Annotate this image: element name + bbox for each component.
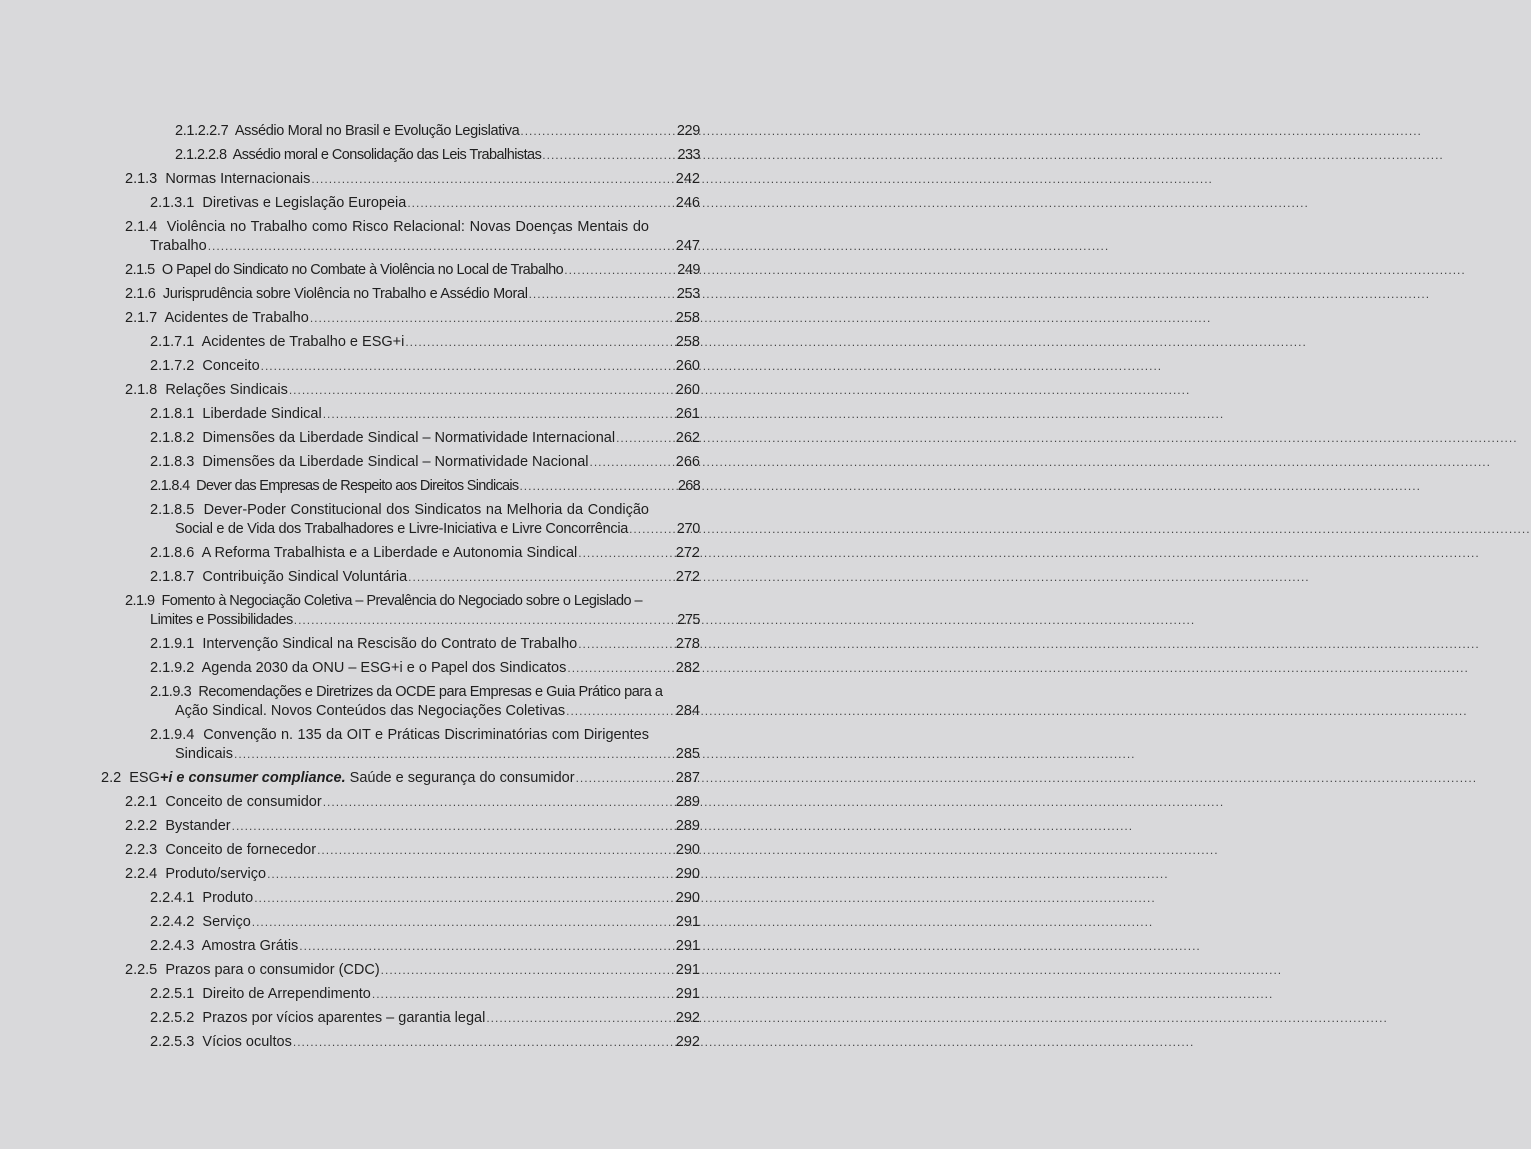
entry-title-cont: Social e de Vida dos Trabalhadores e Livre-Iniciativa e Livre Concorrência (175, 521, 629, 537)
entry-page: 258 (675, 334, 700, 350)
entry-page: 287 (675, 770, 700, 786)
toc-entry[interactable] (150, 912, 700, 932)
entry-title: Jurisprudência sobre Violência no Trabalho e Assédio Moral (162, 286, 528, 302)
entry-page: 272 (675, 569, 700, 585)
entry-page: 285 (675, 746, 700, 762)
dot-leader (289, 380, 646, 400)
entry-number: 2.2.5.2 (150, 1010, 195, 1026)
toc-entry[interactable] (175, 519, 700, 539)
entry-number: 2.1.2.2.7 (175, 123, 229, 139)
entry-title-rest: Saúde e segurança do consumidor (345, 770, 575, 786)
entry-title: Dever-Poder Constitucional dos Sindicatos na Melhoria da Condição (203, 502, 649, 518)
entry-page: 253 (676, 286, 700, 302)
entry-title: Prazos para o consumidor (CDC) (165, 962, 380, 978)
entry-title-emphasis: +i e consumer compliance. (159, 770, 346, 786)
entry-number: 2.2.2 (125, 818, 158, 834)
entry-page: 266 (675, 454, 700, 470)
toc-entry[interactable] (150, 1008, 700, 1028)
entry-title: Produto (202, 890, 254, 906)
entry-title: Liberdade Sindical (202, 406, 322, 422)
entry-number: 2.2.4 (125, 866, 158, 882)
entry-number: 2.1.5 (125, 262, 155, 278)
entry-page: 272 (675, 545, 700, 561)
toc-entry[interactable] (150, 658, 700, 678)
toc-entry[interactable] (175, 701, 700, 721)
entry-number: 2.1.3.1 (150, 195, 195, 211)
entry-page: 289 (675, 794, 700, 810)
entry-title: Convenção n. 135 da OIT e Práticas Discriminatórias com Dirigentes (203, 727, 649, 743)
dot-leader (542, 145, 646, 165)
entry-page: 242 (675, 171, 700, 187)
toc-entry[interactable] (125, 960, 700, 980)
toc-entry[interactable] (125, 284, 700, 304)
dot-leader (317, 840, 646, 860)
entry-page: 261 (675, 406, 700, 422)
toc-entry[interactable] (125, 169, 700, 189)
toc-entry[interactable] (150, 984, 700, 1004)
entry-number: 2.1.8.6 (150, 545, 195, 561)
entry-page: 282 (675, 660, 700, 676)
entry-number: 2.1.8.5 (150, 502, 195, 518)
dot-leader (323, 792, 646, 812)
toc-entry[interactable] (125, 864, 700, 884)
entry-page: 291 (675, 938, 700, 954)
entry-title: Direito de Arrependimento (202, 986, 371, 1002)
entry-number: 2.2.4.2 (150, 914, 195, 930)
entry-title: Amostra Grátis (201, 938, 299, 954)
entry-number: 2.2.5.3 (150, 1034, 195, 1050)
entry-page: 291 (675, 986, 700, 1002)
entry-title: Relações Sindicais (165, 382, 288, 398)
dot-leader (519, 476, 646, 496)
dot-leader (261, 356, 646, 376)
entry-number: 2.1.9.2 (150, 660, 195, 676)
toc-entry[interactable] (150, 236, 700, 256)
toc-entry-line1[interactable] (150, 725, 649, 745)
dot-leader (299, 936, 646, 956)
entry-title: Assédio moral e Consolidação das Leis Trabalhistas (232, 147, 542, 163)
dot-leader (267, 864, 646, 884)
toc-entry[interactable] (150, 428, 700, 448)
toc-entry[interactable] (175, 744, 700, 764)
entry-number: 2.1.9 (125, 593, 155, 609)
dot-leader (323, 404, 646, 424)
entry-page: 247 (675, 238, 700, 254)
toc-entry-line1[interactable] (125, 591, 649, 611)
entry-number: 2.2.4.3 (150, 938, 195, 954)
toc-entry[interactable] (150, 1032, 700, 1052)
toc-entry[interactable] (150, 193, 700, 213)
entry-number: 2.1.8 (125, 382, 158, 398)
dot-leader (311, 169, 646, 189)
toc-entry[interactable] (150, 452, 700, 472)
entry-number: 2.1.9.1 (150, 636, 195, 652)
toc-entry[interactable] (125, 380, 700, 400)
entry-title: Produto/serviço (165, 866, 267, 882)
entry-number: 2.1.7.2 (150, 358, 195, 374)
entry-number: 2.1.3 (125, 171, 158, 187)
entry-page: 249 (677, 262, 700, 278)
entry-page: 270 (676, 521, 700, 537)
toc-entry[interactable] (150, 332, 700, 352)
dot-leader (566, 701, 646, 721)
dot-leader (567, 658, 646, 678)
dot-leader (486, 1008, 646, 1028)
toc-entry[interactable] (125, 816, 700, 836)
entry-title: A Reforma Trabalhista e a Liberdade e Autonomia Sindical (201, 545, 578, 561)
dot-leader (405, 332, 646, 352)
toc-entry[interactable] (150, 610, 700, 630)
entry-number: 2.1.7 (125, 310, 158, 326)
entry-page: 229 (676, 123, 700, 139)
entry-title: Fomento à Negociação Coletiva – Prevalência do Negociado sobre o Legislado – (161, 593, 642, 609)
entry-title-cont: Ação Sindical. Novos Conteúdos das Negociações Coletivas (175, 703, 566, 719)
toc-entry[interactable] (150, 404, 700, 424)
entry-page: 233 (677, 147, 700, 163)
dot-leader (576, 768, 646, 788)
entry-number: 2.1.8.4 (150, 478, 190, 494)
entry-number: 2.2.3 (125, 842, 158, 858)
entry-title: Acidentes de Trabalho e ESG+i (201, 334, 405, 350)
dot-leader (252, 912, 646, 932)
toc-entry[interactable] (125, 260, 700, 280)
entry-title: Serviço (202, 914, 251, 930)
dot-leader (616, 428, 646, 448)
dot-leader (310, 308, 646, 328)
entry-page: 292 (675, 1010, 700, 1026)
entry-page: 268 (677, 478, 700, 494)
toc-entry[interactable] (125, 792, 700, 812)
entry-title: Assédio Moral no Brasil e Evolução Legislativa (234, 123, 520, 139)
entry-page: 260 (675, 382, 700, 398)
entry-page: 275 (677, 612, 700, 628)
entry-page: 290 (675, 866, 700, 882)
dot-leader (254, 888, 646, 908)
toc-entry-line1[interactable] (125, 217, 649, 237)
entry-page: 260 (675, 358, 700, 374)
entry-page: 291 (675, 914, 700, 930)
toc-entry[interactable] (150, 888, 700, 908)
entry-page: 292 (675, 1034, 700, 1050)
dot-leader (589, 452, 646, 472)
entry-title-cont: Limites e Possibilidades (150, 612, 293, 628)
entry-number: 2.2.1 (125, 794, 158, 810)
dot-leader (232, 816, 646, 836)
entry-title: Acidentes de Trabalho (164, 310, 309, 326)
toc-entry[interactable] (150, 476, 700, 496)
entry-title-cont: Sindicais (175, 746, 234, 762)
entry-number: 2.2.5 (125, 962, 158, 978)
toc-entry[interactable] (150, 567, 700, 587)
entry-title: Conceito (202, 358, 260, 374)
entry-title: Bystander (165, 818, 231, 834)
entry-number: 2.1.8.1 (150, 406, 195, 422)
entry-title: Agenda 2030 da ONU – ESG+i e o Papel dos Sindicatos (201, 660, 567, 676)
entry-number: 2.1.8.7 (150, 569, 195, 585)
dot-leader (520, 121, 646, 141)
entry-number: 2.1.8.2 (150, 430, 195, 446)
entry-title-prefix: ESG (129, 770, 160, 786)
entry-title: Dimensões da Liberdade Sindical – Normatividade Internacional (202, 430, 616, 446)
dot-leader (629, 519, 646, 539)
toc-entry[interactable] (150, 543, 700, 563)
toc-entry[interactable] (150, 936, 700, 956)
entry-title: Recomendações e Diretrizes da OCDE para Empresas e Guia Prático para a (198, 684, 663, 700)
toc-entry-line1[interactable] (150, 682, 663, 702)
dot-leader (372, 984, 646, 1004)
dot-leader (578, 634, 646, 654)
entry-page: 258 (675, 310, 700, 326)
entry-number: 2.1.9.3 (150, 684, 192, 700)
entry-page: 278 (675, 636, 700, 652)
entry-number: 2.1.6 (125, 286, 156, 302)
entry-number: 2.1.4 (125, 219, 158, 235)
entry-title: Diretivas e Legislação Europeia (202, 195, 407, 211)
dot-leader (408, 567, 646, 587)
entry-page: 262 (675, 430, 700, 446)
entry-page: 290 (675, 890, 700, 906)
entry-number: 2.1.9.4 (150, 727, 195, 743)
entry-page: 290 (675, 842, 700, 858)
dot-leader (564, 260, 646, 280)
toc-entry[interactable] (175, 145, 700, 165)
entry-title: Conceito de consumidor (165, 794, 322, 810)
toc-entry-line1[interactable] (150, 500, 649, 520)
entry-number: 2.1.8.3 (150, 454, 195, 470)
dot-leader (234, 744, 646, 764)
dot-leader (293, 1032, 646, 1052)
toc-entry[interactable] (175, 121, 700, 141)
entry-number: 2.2.5.1 (150, 986, 195, 1002)
entry-number: 2.1.7.1 (150, 334, 195, 350)
toc-entry[interactable] (150, 634, 700, 654)
entry-title: Violência no Trabalho como Risco Relacional: Novas Doenças Mentais do (166, 219, 650, 235)
entry-page: 284 (675, 703, 700, 719)
toc-entry[interactable] (125, 840, 700, 860)
entry-title: Normas Internacionais (165, 171, 311, 187)
dot-leader (407, 193, 646, 213)
entry-title: Intervenção Sindical na Rescisão do Contrato de Trabalho (202, 636, 578, 652)
entry-number: 2.2.4.1 (150, 890, 195, 906)
entry-title: Prazos por vícios aparentes – garantia legal (202, 1010, 486, 1026)
toc-entry[interactable] (101, 768, 700, 788)
entry-page: 291 (675, 962, 700, 978)
entry-title: Vícios ocultos (202, 1034, 292, 1050)
toc-entry[interactable] (150, 356, 700, 376)
entry-title: O Papel do Sindicato no Combate à Violência no Local de Trabalho (161, 262, 564, 278)
toc-entry[interactable] (125, 308, 700, 328)
entry-page: 246 (675, 195, 700, 211)
dot-leader (381, 960, 646, 980)
entry-title: Conceito de fornecedor (165, 842, 317, 858)
entry-page: 289 (675, 818, 700, 834)
entry-title: Dimensões da Liberdade Sindical – Normatividade Nacional (202, 454, 589, 470)
dot-leader (529, 284, 646, 304)
dot-leader (578, 543, 646, 563)
dot-leader (294, 610, 646, 630)
entry-title-cont: Trabalho (150, 238, 207, 254)
entry-title: Dever das Empresas de Respeito aos Direitos Sindicais (196, 478, 519, 494)
entry-number: 2.2 (101, 770, 122, 786)
dot-leader (208, 236, 646, 256)
entry-title: Contribuição Sindical Voluntária (202, 569, 408, 585)
entry-number: 2.1.2.2.8 (175, 147, 227, 163)
